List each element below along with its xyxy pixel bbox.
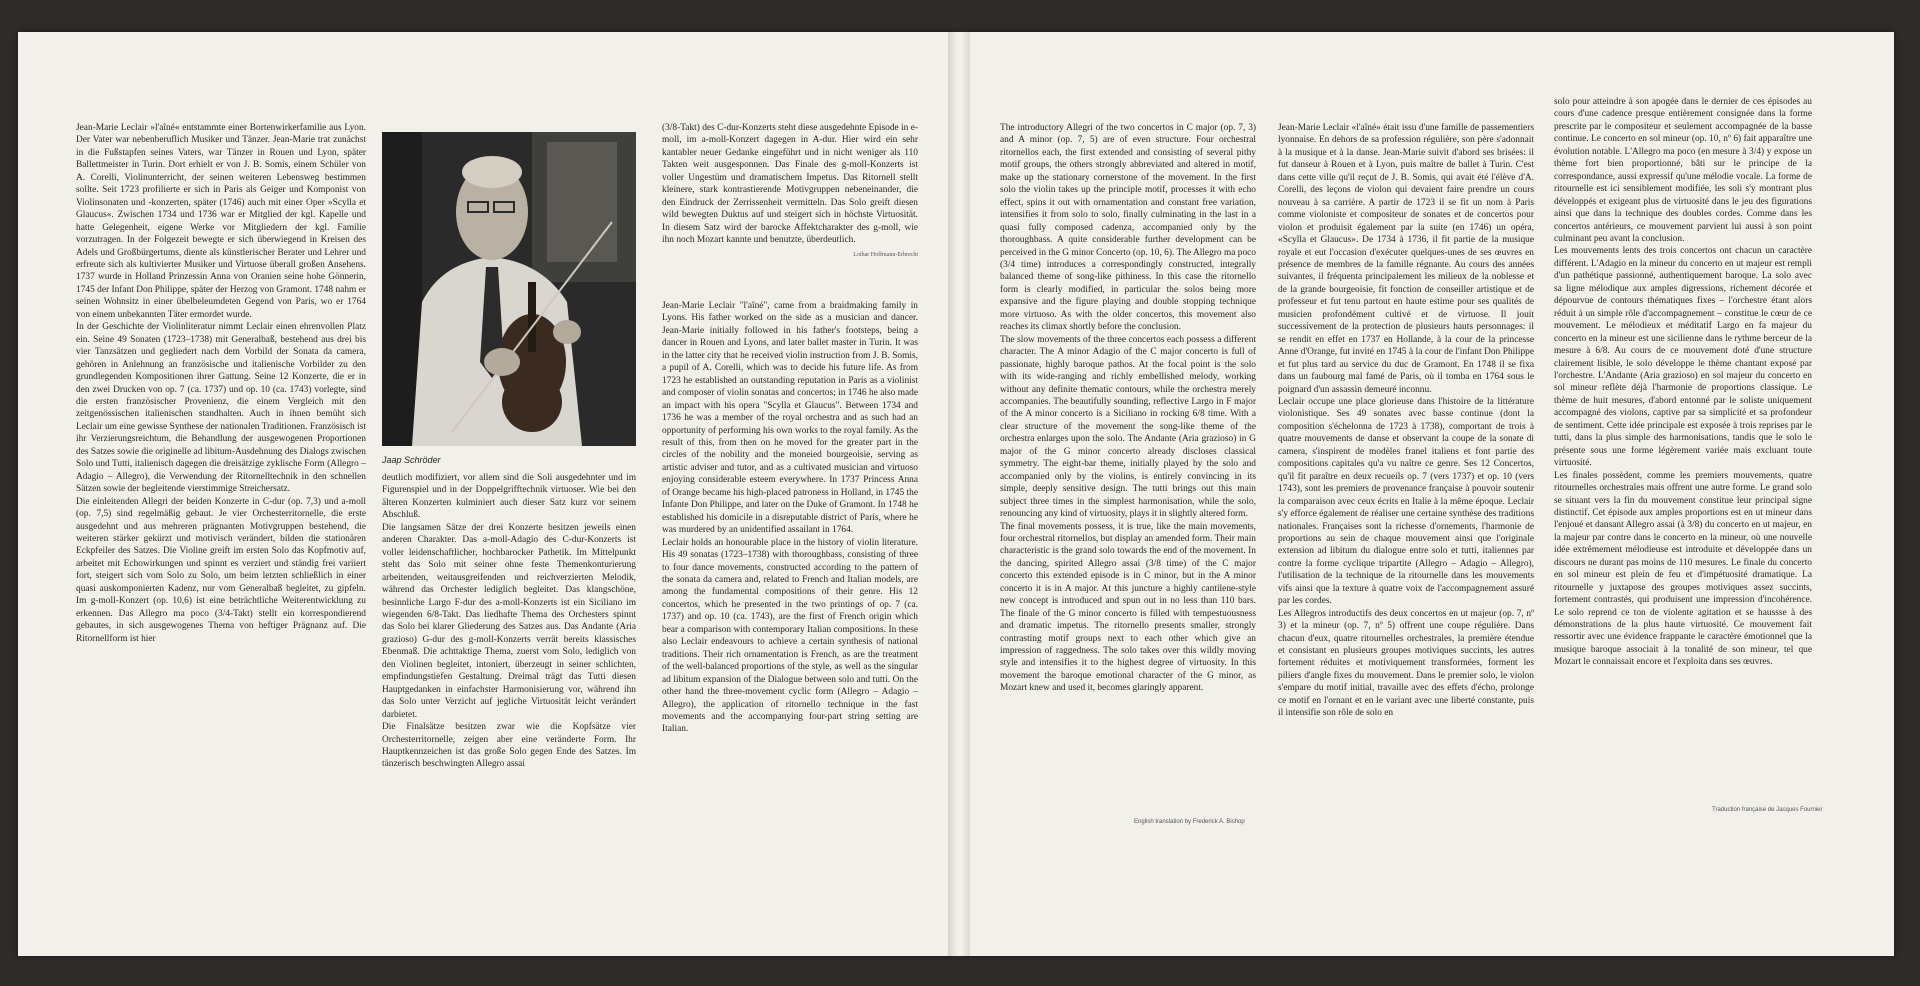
paragraph: Die Finalsätze besitzen zwar wie die Kopfsätze vier Orchesterritornelle, zeigen aber eine veränderte Form. Ihr Hauptkennzeichen ist das große Solo gegen Ende des Satzes. Im tänzerisch beschwingten Allegro assai [382,722,636,770]
german-text-column-2 [382,472,636,838]
english-text-column-1 [662,300,918,838]
paragraph: (3/8-Takt) des C-dur-Konzerts steht diese ausgedehnte Episode in e-moll, im a-moll-Konzert dagegen in A-dur. Hier wird ein sehr kantabler neuer Gedanke eingeführt und in nicht weniger als 110 Takten weit ausgesponnen. Das Finale des g-moll-Konzerts ist voller Ungestüm und dramatischem Impetus. Das Ritornell stellt kleinere, stark kontrastierende Motivgruppen nebeneinander, die den Eindruck der Zerrissenheit vermitteln. Das Solo greift diesen wild bewegten Duktus auf und steigert sich in höchste Virtuosität. In diesem Satz wird der barocke Affektcharakter des g-moll, wie ihn noch Mozart kannte und benutzte, überdeutlich. [662,123,918,246]
paragraph: Die langsamen Sätze der drei Konzerte besitzen jeweils einen anderen Charakter. Das a-moll-Adagio des C-dur-Konzerts ist voller leidenschaftlicher, hochbarocker Pathetik. Im Mittelpunkt steht das Solo mit seiner ohne feste Themenkonturierung arbeitenden, weitausgreifenden und reichverzierten Melodik, während das Orchester lediglich begleitet. Das klangschöne, besinnliche Largo F-dur des a-moll-Konzerts ist ein Siciliano im wiegenden 6/8-Takt. Das liedhafte Thema des Orchesters spinnt das Solo bei klarer Gliederung des Satzes aus. Das Andante (Aria grazioso) G-dur des g-moll-Konzerts verrät bereits klassisches Ebenmaß. Die achttaktige Thema, zuerst vom Solo, lediglich von den Violinen begleitet, intoniert, überzeugt in seiner schlichten, empfindungstiefen Gestaltung. Dreimal trägt das Tutti diesen Hauptgedanken in einfachster Harmonisierung vor, während ihn das Solo unter Verzicht auf jegliche Virtuosität leicht verändert darbietet. [382,522,636,720]
french-text-column-1 [1278,122,1534,840]
translation-credit: Traduction française de Jacques Fournier [1712,807,1823,813]
paragraph: The introductory Allegri of the two concertos in C major (op. 7, 3) and A minor (op. 7, 5) are of even structure. Four orchestral ritornellos each, the first extended and consisting of several pithy motif groups, the others strongly abbreviated and altered in motif, make up the stationary cornerstone of the movement. In the first solo the violin takes up the principle motif, processes it with echo effect, spins it out with ornamentation and constant free variation, intensifies it from solo to solo, finally culminating in the last in a quasi fully composed cadenza, accompanied only by the thoroughbass. A quite considerable further development can be perceived in the G minor Concerto (op. 10, 6). The Allegro ma poco (3/4 time) introduces a correspondingly constructed, integrally balanced theme of song-like pithiness. In this case the ritornello form is clearly modified, in particular the solos being more expansive and the figure playing and double stopping technique more virtuoso. As with the older concertos, this movement also reaches its climax shortly before the conclusion. [1000,123,1256,333]
french-text-column-2 [1554,96,1812,800]
paragraph: Die einleitenden Allegri der beiden Konzerte in C-dur (op. 7,3) und a-moll (op. 7,5) sind regelmäßig gebaut. Je vier Orchesterritornelle, die erste ausgedehnt und aus mehreren prägnanten Motivgruppen bestehend, die weiteren stärker gekürzt und motivisch verändert, bilden die stationären Eckpfeiler des Satzes. Die Violine greift im ersten Solo das Kopfmotiv auf, arbeitet mit Echowirkungen und spinnt es verziert und ständig frei variiert fort, steigert sich vom Solo zu Solo, um beim letzten schließlich in einer quasi auskomponierten Kadenz, nur vom Generalbaß begleitet, zu gipfeln. Im g-moll-Konzert (op. 10,6) ist eine beträchtliche Weiterentwicklung zu erkennen. Das Allegro ma poco (3/4-Takt) stellt ein korrespondierend gebautes, in sich ausgewogenes Thema von heftiger Prägnanz auf. Die Ritornellform ist hier [76,496,366,644]
paragraph: solo pour atteindre à son apogée dans le dernier de ces épisodes au cours d'une cadence presque entièrement consignée dans la forme prescrite par le compositeur et seulement accompagnée de la basse continue. Le concerto en sol mineur (op. 10, nº 6) fait apparaître une évolution notable. L'Allegro ma poco (en mesure à 3/4) y expose un thème fort bien proportionné, bâti sur le principe de la correspondance, aussi expressif qu'une mélodie vocale. La forme de ritournelle est ici sensiblement modifiée, les soli s'y montrant plus développés et exigeant plus de virtuosité dans le jeu des figurations ainsi que dans la technique des doubles cordes. Comme dans les concertos antérieurs, ce mouvement parvient lui aussi à son point culminant peu avant la conclusion. [1554,97,1812,244]
author-credit: Lothar Hoffmann-Erbrecht [853,251,918,258]
paragraph: Jean-Marie Leclair «l'aîné» était issu d'une famille de passementiers lyonnaise. En dehors de sa profession régulière, son père s'adonnait à la musique et à la danse. Jean-Marie suivit d'abord ses brisées: il fut danseur à Rouen et à Lyon, puis maître de ballet à Turin. C'est dans cette ville qu'il reçut de J. B. Somis, qui avait été l'élève d'A. Corelli, des leçons de violon qui devaient faire prendre un cours nouveau à sa carrière. A partir de 1723 il se fit un nom à Paris comme violoniste et compositeur de sonates et de concertos pour violon et produisit également par la suite (en 1746) un opéra, «Scylla et Glaucus». De 1734 à 1736, il fit partie de la musique royale et eut l'occasion d'exécuter quelques-unes de ses œuvres en présence de membres de la famille régnante. Au cours des années suivantes, il fréquenta principalement les milieux de la noblesse et de la grande bourgeoisie, fit fonction de conseiller artistique et de professeur et fut tenu partout en haute estime pour ses qualités de musicien profondément cultivé et de virtuose. Il jouit successivement de la protection de plusieurs hauts personnages: il se rendit en effet en 1737 en Hollande, à la cour de la princesse Anne d'Orange, fut invité en 1745 à la cour de l'infant Don Philippe et fut plus tard au service du duc de Gramont. En 1748 il se fixa dans un faubourg mal famé de Paris, où il tomba en 1764 sous le poignard d'un assassin demeuré inconnu. [1278,123,1534,395]
paragraph: Leclair holds an honourable place in the history of violin literature. His 49 sonatas (1723–1738) with thoroughbass, consisting of three to four dance movements, constructed according to the pattern of the sonata da camera and, related to French and Italian models, are among the fundamental compositions of their genre. His 12 concertos, which he presented in the two printings of op. 7 (ca. 1737) and op. 10 (ca. 1743), are the first of French origin which bear a comparison with contemporary Italian compositions. In these also Leclair endeavours to achieve a certain synthesis of national traditions. Their rich ornamentation is French, as are the treatment of the well-balanced proportions of the style, as well as the singular ad libitum expansion of the Dialogue between solo and tutti. On the other hand the three-movement cyclic form (Allegro – Adagio – Allegro), the application of ritornello technique in the fast movements and the accompanying four-part string setting are Italian. [662,537,918,735]
paragraph: Jean-Marie Leclair "l'aîné", came from a braidmaking family in Lyons. His father worked on the side as a musician and dancer. Jean-Marie initially followed in his father's footsteps, being a dancer in Rouen and Lyons, and later ballet master in Turin. It was in the latter city that he received violin instruction from J. B. Somis, a pupil of A. Corelli, which was to decide his future life. As from 1723 he established an outstanding reputation in Paris as a violinist and composer of violin sonatas and concertos; in 1746 he also made an impact with his opera "Scylla et Glaucus". Between 1734 and 1736 he was a member of the royal orchestra and as such had an opportunity of performing his own works to the royal family. As the result of this, from then on he moved for the greater part in the circles of the nobility and the moneied bourgeoisie, serving as artistic adviser and tutor, and as a cultivated musician and virtuoso enjoying considerable esteem everywhere. In 1737 Princess Anna of Orange became his high-placed patroness in Holland, in 1745 the Infante Don Philippe, and later on the Duke of Gramont. In 1748 he established his domicile in a disreputable district of Paris, where he was murdered by an unidentified assailant in 1764. [662,301,918,536]
paragraph: Jean-Marie Leclair »l'aîné« entstammte einer Bortenwirkerfamilie aus Lyon. Der Vater war nebenberuflich Musiker und Tänzer. Jean-Marie trat zunächst in die Fußstapfen seines Vaters, war Tänzer in Rouen und Lyon, später Ballettmeister in Turin. Dort erhielt er von J. B. Somis, einem Schüler von A. Corelli, Violinunterricht, der seinen weiteren Lebensweg bestimmen sollte. Seit 1723 profilierte er sich in Paris als Geiger und Komponist von Violinsonaten und -konzerten, später (1746) auch mit einer Oper »Scylla et Glaucus«. Zwischen 1734 und 1736 war er Mitglied der kgl. Kapelle und hatte Gelegenheit, eigene Werke vor Mitgliedern der kgl. Familie vorzutragen. In der Folgezeit bewegte er sich überwiegend in Kreisen des Adels und Großbürgertums, diente als künstlerischer Berater und Lehrer und erfreute sich als kultivierter Musiker und Virtuose überall großen Ansehens. 1737 wurde in Holland Prinzessin Anna von Oranien seine hohe Gönnerin, 1745 der Infant Don Philippe, später der Herzog von Gramont. 1748 nahm er seinen Wohnsitz in einer übelbeleumdeten Gegend von Paris, wo er 1764 von einem unbekannten Täter ermordet wurde. [76,123,366,320]
gatefold-spine [948,32,970,956]
paragraph: Les finales possèdent, comme les premiers mouvements, quatre ritournelles orchestrales mais offrent une autre forme. Le grand solo se situant vers la fin du mouvement constitue leur principal signe distinctif. Cet épisode aux amples proportions est en ut mineur dans l'enjoué et dansant Allegro assai (à 3/8) du concerto en ut majeur, en la majeur par contre dans le concerto en la mineur, où une nouvelle idée extrêmement mélodieuse est introduite et développée dans un discours ne durant pas moins de 110 mesures. Le finale du concerto en sol mineur est plein de feu et d'impétuosité dramatique. La ritournelle y juxtapose des groupes motiviques assez succints, fortement contrastés, qui produisent une impression d'incohérence. Le solo reprend ce ton de violente agitation et se haussse à des démonstrations de la plus haute virtuosité. Ce mouvement fait ressortir avec une évidence frappante le caractère émotionnel que la musique baroque associait à la tonalité de son mineur, tel que Mozart le connaissait encore et l'exploita dans ses œuvres. [1554,470,1812,668]
paragraph: The slow movements of the three concertos each possess a different character. The A minor Adagio of the C major concerto is full of passionate, highly baroque pathos. At the focal point is the solo with its wide-ranging and richly embellished melody, working without any definite thematic contours, while the orchestra merely accompanies. The beautifully sounding, reflective Largo in F major of the A minor concerto is a Siciliano in rocking 6/8 time. With a clear structure of the movement the song-like theme of the orchestra enlarges upon the solo. The Andante (Aria grazioso) in G major of the G minor concerto already discloses classical symmetry. The eight-bar theme, initially played by the solo and accompanied only by the violins, is entirely convincing in its simple, deeply sensitive design. The tutti brings out this main subject three times in the simplest harmonisation, while the solo, renouncing any kind of virtuosity, plays it in slightly altered form. [1000,334,1256,520]
paragraph: Les Allegros introductifs des deux concertos en ut majeur (op. 7, nº 3) et la mineur (op. 7, nº 5) offrent une coupe régulière. Dans chacun d'eux, quatre ritournelles orchestrales, la première étendue et consistant en plusieurs groupes motiviques succints, les autres fortement réduites et motiviquement transformées, forment les piliers d'angle fixes du mouvement. Dans le premier solo, le violon s'empare du motif initial, travaille avec des effets d'écho, prolonge ce motif en l'ornant et en le variant avec une liberté constante, puis il intensifie son rôle de solo en [1278,608,1534,719]
portrait-photo [382,132,636,446]
paragraph: Les mouvements lents des trois concertos ont chacun un caractère différent. L'Adagio en la mineur du concerto en ut majeur est rempli d'un pathétique passionné, authentiquement baroque. La solo avec sa ligne mélodique aux amples digressions, richement décorée et dépourvue de contours thématiques fixes – l'orchestre étant alors réduit à un simple rôle d'accompagnement – constitue le cœur de ce mouvement. Le mélodieux et méditatif Largo en fa majeur du concerto en la mineur est une sicilienne dans le rythme berceur de la mesure à 6/8. Au cours de ce mouvement doté d'une structure clairement lisible, le solo développe le thème chantant exposé par l'orchestre. L'Andante (Aria grazioso) en sol majeur du concerto en sol mineur reflète déjà l'harmonie de proportions classique. Le thème de huit mesures, d'abord entonné par le soliste uniquement accompagné des violons, captive par sa simplicité et sa profondeur de sentiment. Cette idée principale est exposée à trois reprises par le tutti, dans la plus simple des harmonisations, tandis que le solo le présente sous une forme légèrement variée mais excluant toute virtuosité. [1554,246,1812,469]
paragraph: In der Geschichte der Violinliteratur nimmt Leclair einen ehrenvollen Platz ein. Seine 49 Sonaten (1723–1738) mit Generalbaß, bestehend aus drei bis vier Tanzsätzen und gegliedert nach dem Vorbild der Sonata da camera, gehören in Anlehnung an französische und italienische Vorbilder zu den grundlegenden Kompositionen ihrer Gattung. Seine 12 Konzerte, die er in den zwei Drucken von op. 7 (ca. 1737) und op. 10 (ca. 1743) vorlegte, sind die ersten französischer Provenienz, die einem Vergleich mit den zeitgenössischen italienischen standhalten. Auch in ihnen bemüht sich Leclair um eine gewisse Synthese der nationalen Traditionen. Französisch ist ihr Verzierungsreichtum, die Behandlung der ausgewogenen Proportionen des Satzes sowie die originelle ad libitum-Ausdehnung des Dialogs zwischen Solo und Tutti, italienisch dagegen die dreisätzige zyklische Form (Allegro – Adagio – Allegro), die Verwendung der Ritornelltechnik in den schnellen Sätzen sowie der begleitende vierstimmige Streichersatz. [76,322,366,495]
german-text-column-1 [76,122,366,838]
photo-caption: Jaap Schröder [382,455,441,465]
german-text-column-3 [662,122,918,282]
english-text-column-2 [1000,122,1256,812]
translation-credit: English translation by Frederick A. Bishop [1134,819,1245,825]
paragraph: Leclair occupe une place glorieuse dans l'histoire de la littérature violonistique. Ses 49 sonates avec basse continue (dont la composition s'échelonna de 1723 à 1738), comportant de trois à quatre mouvements de danse et observant la coupe de la sonate di camera, s'inspirent de modèles franel italiens et font partie des compositions capitales qu'a vu naître ce genre. Ses 12 Concertos, qu'il fit paraître en deux recueils op. 7 (vers 1737) et op. 10 (vers 1743), sont les premiers de provenance française à pouvoir soutenir la comparaison avec ceux écrits en Italie à la même époque. Leclair s'y efforce également de réaliser une certaine synthèse des traditions nationales. Françaises sont la richesse d'ornements, l'harmonie de proportions au sein de chaque mouvement ainsi que l'originale extension ad libitum du dialogue entre solo et tutti, italiennes par contre la forme cyclique tripartite (Allegro – Adagio – Allegro), l'utilisation de la technique de la ritournelle dans les mouvements vifs ainsi que la texture à quatre voix de l'accompagnement assuré par les cordes. [1278,396,1534,607]
paragraph: The final movements possess, it is true, like the main movements, four orchestral ritornellos, but display an amended form. Their main characteristic is the grand solo towards the end of the movement. In the dancing, spirited Allegro assai (3/8 time) of the C major concerto this extended episode is in C minor, but in the A minor concerto it is in A major. At this juncture a highly cantilene-style new concept is introduced and spun out in no less than 110 bars. The finale of the G minor concerto is filled with tempestuousness and dramatic impetus. The ritornello presents smaller, strongly contrasting motif groups next to each other which give an impression of raggedness. The solo takes over this wildly moving style and intensifies it to the highest degree of virtuosity. In this movement the baroque emotional character of the G minor, as Mozart knew and used it, becomes glaringly apparent. [1000,521,1256,694]
paragraph: deutlich modifiziert, vor allem sind die Soli ausgedehnter und im Figurenspiel und in der Doppelgrifftechnik virtuoser. Wie bei den älteren Konzerten kulminiert auch dieser Satz kurz vor seinem Abschluß. [382,473,636,521]
